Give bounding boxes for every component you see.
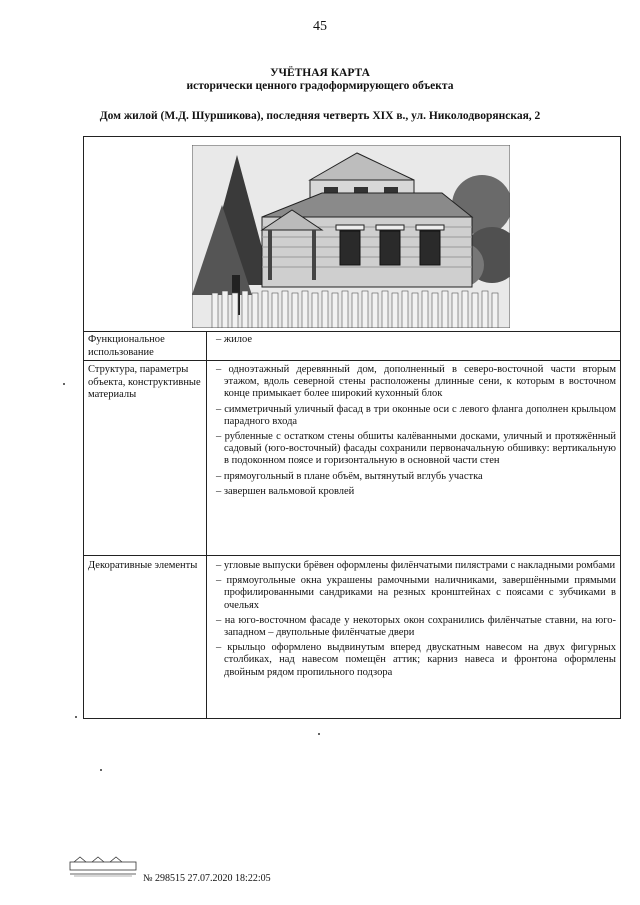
object-name: Дом жилой (М.Д. Шуршикова), последняя четверть XIX в., ул. Николодворянская, 2: [99, 110, 541, 122]
label-functional-use: Функциональное использование: [88, 334, 165, 358]
list-item: – крыльцо оформлено выдвинутым вперед двускатным навесом на двух фигурных столбиках, над навесом помещён аттик; карниз навеса и фронтона оформлены двойным рядом пропильного подзора: [216, 642, 616, 678]
house-photo: [192, 145, 510, 328]
list-item: – рубленные с остатком стены обшиты калёванными досками, уличный и протяжённый садовый (юго-восточный) фасады сохранили первоначальную обшивку: вертикальную в подоконном поясе и горизонтальную в основной части стен: [216, 431, 616, 467]
card-title: [0, 67, 640, 93]
list-item: – одноэтажный деревянный дом, дополненный в северо-восточной части вторым этажом, вдоль северной стены расположены длинные сени, к которым в восточном конце примыкает более широкий кухонный блок: [216, 364, 616, 400]
list-item: – прямоугольный в плане объём, вытянутый вглубь участка: [216, 470, 483, 482]
list-item: – симметричный уличный фасад в три оконные оси с левого фланга дополнен крыльцом парадного входа: [216, 403, 616, 427]
list-item: – прямоугольные окна украшены рамочными наличниками, завершёнными прямыми профилированными сандриками на резных кронштейнах с поясами с зубчиками в очельях: [216, 575, 616, 611]
row-divider: [83, 360, 621, 361]
label-decorative: Декоративные элементы: [88, 560, 198, 571]
value-functional-use: [212, 334, 616, 349]
registry-stamp: [68, 856, 138, 878]
value-decorative: [212, 560, 616, 682]
row-divider: [83, 331, 621, 332]
scan-speck: [75, 716, 77, 718]
title-line-1: УЧЁТНАЯ КАРТА: [270, 67, 370, 79]
scan-speck: [63, 383, 65, 385]
registration-number: № 298515 27.07.2020 18:22:05: [143, 873, 271, 884]
list-item: – на юго-восточном фасаде у некоторых окон сохранились филёнчатые ставни, на юго-западном – двупольные филёнчатые двери: [216, 614, 616, 639]
value-structure: [212, 364, 616, 501]
list-item: – угловые выпуски брёвен оформлены филёнчатыми пилястрами с накладными ромбами: [216, 560, 616, 571]
label-structure: Структура, параметры объекта, конструктивные материалы: [88, 364, 201, 400]
title-line-2: исторически ценного градоформирующего объекта: [186, 80, 454, 92]
scan-speck: [318, 733, 320, 735]
page-number: 45: [313, 19, 327, 34]
row-divider: [83, 555, 621, 556]
column-divider: [206, 331, 207, 719]
scan-speck: [100, 769, 102, 771]
picket-fence: [212, 291, 498, 328]
list-item: – жилое: [216, 334, 253, 345]
list-item: – завершен вальмовой кровлей: [216, 485, 355, 497]
